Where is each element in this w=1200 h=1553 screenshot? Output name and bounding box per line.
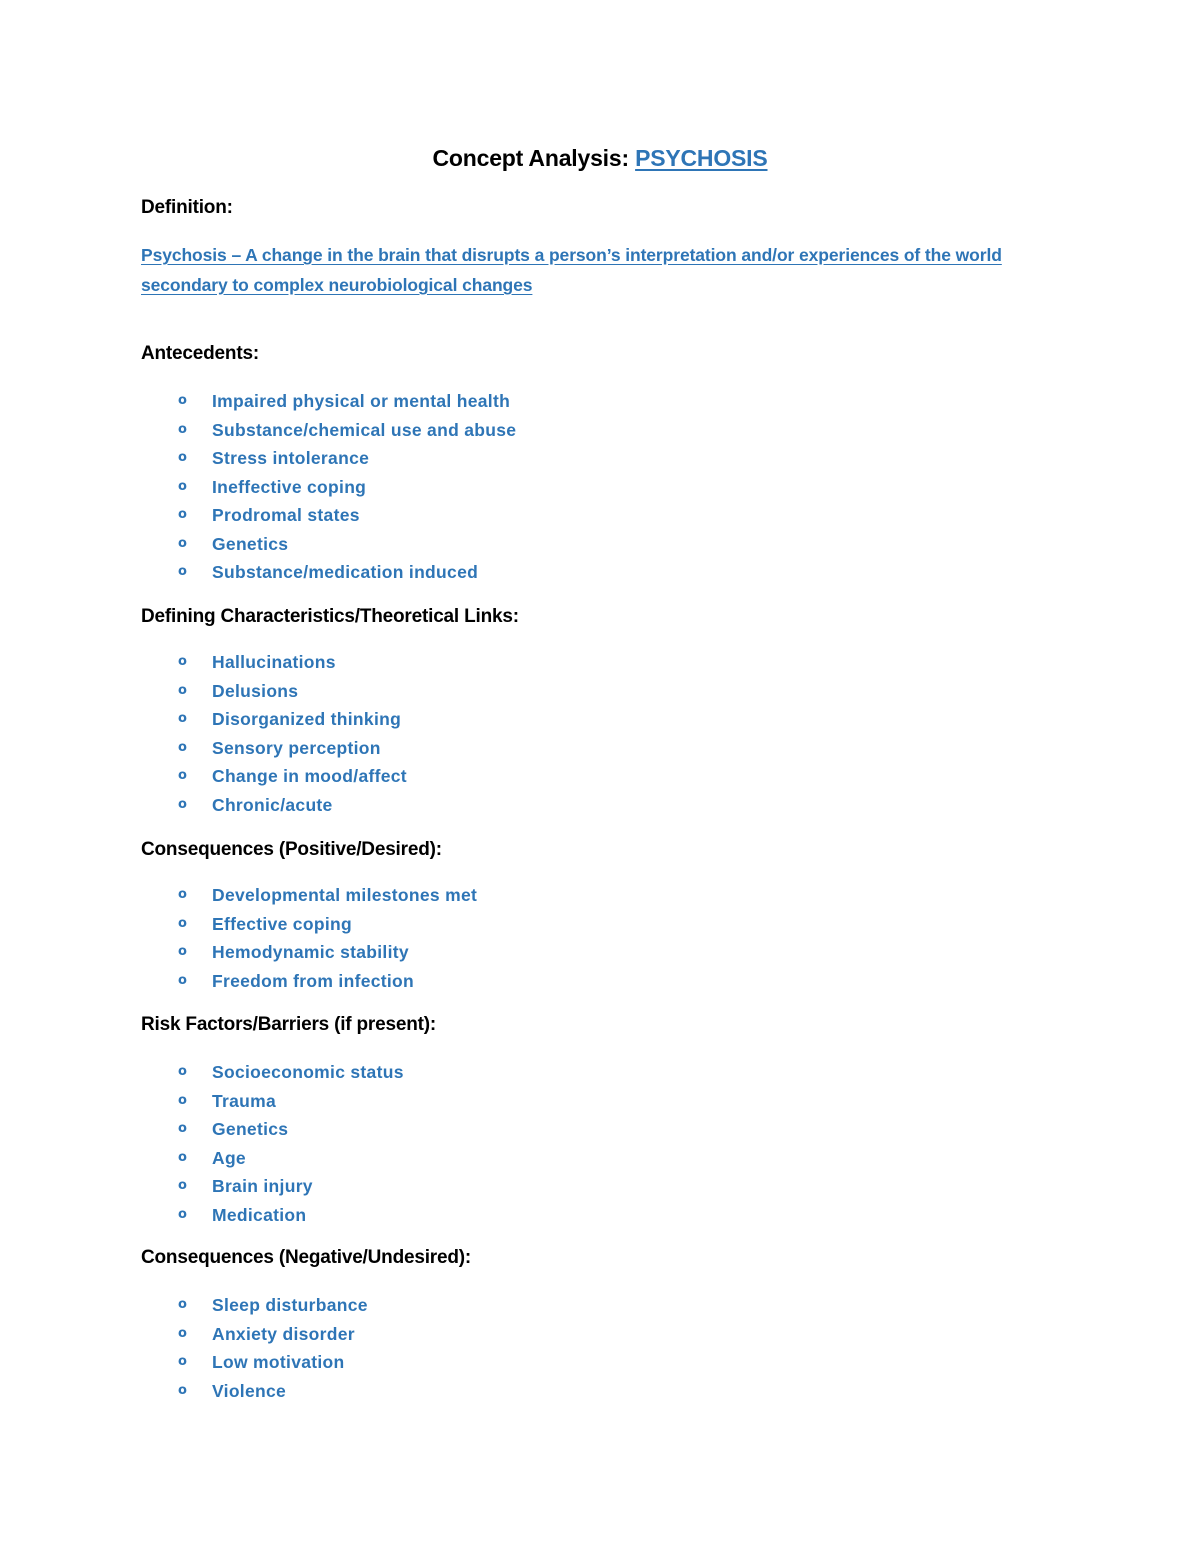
list-item-text: Brain injury	[212, 1176, 313, 1196]
bullet-icon: o	[178, 1325, 187, 1341]
section-heading-defining-characteristics: Defining Characteristics/Theoretical Links:	[141, 606, 519, 627]
list-item-text: Impaired physical or mental health	[212, 391, 511, 411]
list-item-text: Medication	[212, 1204, 307, 1225]
definition-text: Psychosis – A change in the brain that disrupts a person’s interpretation and/or experiences of the world secondary to complex neurobiological changes	[141, 245, 1002, 295]
list-item-text: Violence	[212, 1380, 287, 1401]
bullet-icon: o	[178, 887, 187, 902]
list-item-text: Prodromal states	[212, 505, 360, 525]
bullet-icon: o	[178, 1149, 187, 1165]
list-item-text: Genetics	[212, 533, 289, 554]
bullet-icon: o	[178, 944, 187, 959]
definition-heading: Definition:	[141, 197, 233, 218]
list-item-text: Socioeconomic status	[212, 1062, 404, 1082]
bullet-icon: o	[178, 535, 187, 551]
bullet-icon: o	[178, 478, 187, 494]
list-item-text: Hallucinations	[212, 652, 336, 672]
list-item-text: Change in mood/affect	[212, 766, 407, 786]
list-item-text: Disorganized thinking	[212, 709, 402, 729]
section-heading-antecedents: Antecedents:	[141, 343, 259, 364]
list-item-text: Anxiety disorder	[212, 1323, 355, 1344]
bullet-icon: o	[178, 564, 187, 579]
bullet-icon: o	[178, 915, 187, 931]
bullet-icon: o	[178, 972, 187, 988]
bullet-icon: o	[178, 507, 187, 522]
bullet-icon: o	[178, 1178, 187, 1193]
bullet-icon: o	[178, 711, 187, 726]
bullet-icon: o	[178, 1354, 187, 1369]
title-accent: PSYCHOSIS	[635, 145, 768, 171]
bullet-icon: o	[178, 1092, 187, 1108]
section-heading-consequences-positive: Consequences (Positive/Desired):	[141, 839, 442, 860]
list-item-text: Hemodynamic stability	[212, 942, 409, 962]
bullet-icon: o	[178, 768, 187, 783]
list-item-text: Low motivation	[212, 1352, 345, 1372]
bullet-icon: o	[178, 450, 187, 465]
list-item-text: Ineffective coping	[212, 476, 367, 497]
list-item-text: Stress intolerance	[212, 448, 370, 468]
list-item-text: Substance/medication induced	[212, 562, 479, 582]
list-item-text: Sensory perception	[212, 737, 381, 758]
bullet-icon: o	[178, 796, 187, 812]
bullet-icon: o	[178, 682, 187, 698]
list-item-text: Sleep disturbance	[212, 1295, 368, 1315]
bullet-icon: o	[178, 1297, 187, 1312]
bullet-icon: o	[178, 1121, 187, 1136]
list-item-text: Trauma	[212, 1090, 277, 1111]
bullet-icon: o	[178, 1382, 187, 1398]
list-item-text: Genetics	[212, 1119, 289, 1139]
list-item-text: Chronic/acute	[212, 794, 333, 815]
bullet-icon: o	[178, 739, 187, 755]
bullet-icon: o	[178, 1206, 187, 1222]
list-item-text: Developmental milestones met	[212, 885, 478, 905]
list-item-text: Age	[212, 1147, 246, 1168]
bullet-icon: o	[178, 1064, 187, 1079]
list-item-text: Delusions	[212, 680, 299, 701]
bullet-icon: o	[178, 421, 187, 437]
title-prefix: Concept Analysis:	[432, 145, 636, 171]
list-item-text: Freedom from infection	[212, 970, 415, 991]
list-item-text: Substance/chemical use and abuse	[212, 419, 517, 440]
bullet-icon: o	[178, 393, 187, 408]
page-title	[0, 145, 1200, 172]
list-item-text: Effective coping	[212, 913, 352, 934]
section-heading-risk-factors: Risk Factors/Barriers (if present):	[141, 1014, 436, 1035]
bullet-icon: o	[178, 654, 187, 669]
section-heading-consequences-negative: Consequences (Negative/Undesired):	[141, 1247, 472, 1268]
